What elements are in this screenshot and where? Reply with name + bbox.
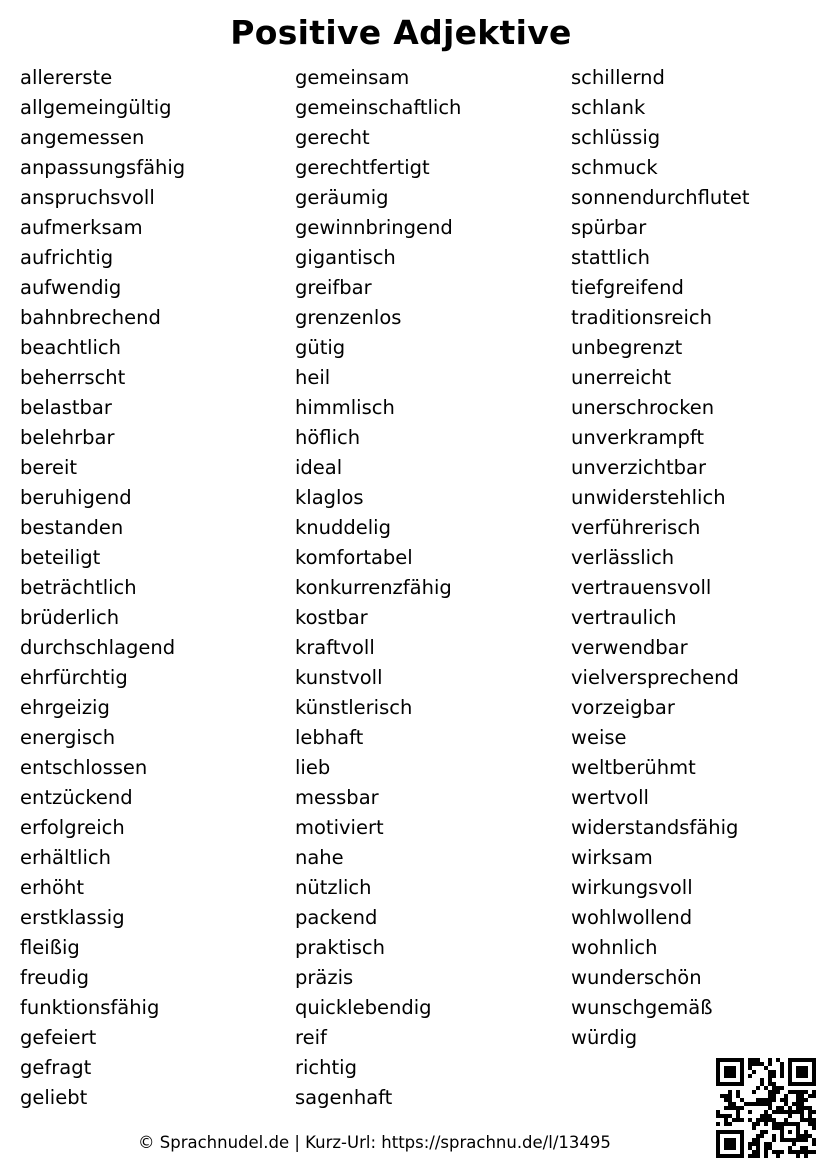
word-item: energisch (20, 726, 116, 749)
word-item: nahe (295, 846, 344, 869)
word-item: gefragt (20, 1056, 92, 1079)
word-item: ehrgeizig (20, 696, 110, 719)
word-item: bestanden (20, 516, 124, 539)
word-item: wunderschön (571, 966, 702, 989)
word-item: aufrichtig (20, 246, 114, 269)
word-item: freudig (20, 966, 89, 989)
word-item: aufmerksam (20, 216, 143, 239)
word-item: grenzenlos (295, 306, 402, 329)
word-item: bahnbrechend (20, 306, 161, 329)
word-item: erhöht (20, 876, 84, 899)
word-item: greifbar (295, 276, 372, 299)
word-item: höflich (295, 426, 361, 449)
word-item: vielversprechend (571, 666, 739, 689)
word-item: verlässlich (571, 546, 675, 569)
word-item: gefeiert (20, 1026, 97, 1049)
word-item: geliebt (20, 1086, 88, 1109)
word-item: bereit (20, 456, 78, 479)
word-item: praktisch (295, 936, 385, 959)
word-item: schmuck (571, 156, 658, 179)
word-item: allererste (20, 66, 113, 89)
word-item: fleißig (20, 936, 80, 959)
word-item: motiviert (295, 816, 384, 839)
word-item: gemeinsam (295, 66, 410, 89)
word-item: verführerisch (571, 516, 701, 539)
word-item: gewinnbringend (295, 216, 453, 239)
word-item: komfortabel (295, 546, 413, 569)
word-column-2 (295, 63, 461, 1113)
word-item: heil (295, 366, 331, 389)
word-item: erhältlich (20, 846, 111, 869)
word-item: klaglos (295, 486, 364, 509)
word-item: widerstandsfähig (571, 816, 739, 839)
word-item: wirkungsvoll (571, 876, 693, 899)
word-item: unerreicht (571, 366, 672, 389)
word-item: wohlwollend (571, 906, 693, 929)
word-item: belehrbar (20, 426, 115, 449)
word-item: beteiligt (20, 546, 101, 569)
word-item: präzis (295, 966, 354, 989)
word-item: richtig (295, 1056, 357, 1079)
word-item: nützlich (295, 876, 372, 899)
word-item: brüderlich (20, 606, 120, 629)
word-item: beruhigend (20, 486, 132, 509)
word-item: durchschlagend (20, 636, 176, 659)
word-item: entzückend (20, 786, 133, 809)
word-item: allgemeingültig (20, 96, 172, 119)
word-item: konkurrenzfähig (295, 576, 452, 599)
word-item: lieb (295, 756, 331, 779)
word-item: ideal (295, 456, 343, 479)
word-item: unerschrocken (571, 396, 715, 419)
word-item: würdig (571, 1026, 638, 1049)
word-column-1 (20, 63, 185, 1113)
word-item: gerecht (295, 126, 370, 149)
word-item: wunschgemäß (571, 996, 713, 1019)
word-item: kraftvoll (295, 636, 375, 659)
word-item: künstlerisch (295, 696, 413, 719)
word-item: wirksam (571, 846, 653, 869)
word-item: wertvoll (571, 786, 649, 809)
word-item: stattlich (571, 246, 650, 269)
word-item: schlüssig (571, 126, 661, 149)
word-item: gerechtfertigt (295, 156, 430, 179)
word-item: himmlisch (295, 396, 395, 419)
word-item: quicklebendig (295, 996, 432, 1019)
word-item: anpassungsfähig (20, 156, 186, 179)
word-item: kostbar (295, 606, 368, 629)
word-item: erstklassig (20, 906, 125, 929)
word-item: gigantisch (295, 246, 396, 269)
word-item: gütig (295, 336, 346, 359)
word-item: reif (295, 1026, 327, 1049)
word-item: geräumig (295, 186, 389, 209)
word-item: unverzichtbar (571, 456, 706, 479)
word-column-3 (571, 63, 750, 1053)
word-item: aufwendig (20, 276, 122, 299)
word-item: spürbar (571, 216, 647, 239)
word-item: verwendbar (571, 636, 688, 659)
word-item: belastbar (20, 396, 112, 419)
word-item: vorzeigbar (571, 696, 675, 719)
word-item: packend (295, 906, 378, 929)
word-item: erfolgreich (20, 816, 125, 839)
word-item: unwiderstehlich (571, 486, 726, 509)
word-item: tiefgreifend (571, 276, 684, 299)
word-item: beherrscht (20, 366, 126, 389)
word-item: anspruchsvoll (20, 186, 155, 209)
word-item: ehrfürchtig (20, 666, 128, 689)
word-item: beachtlich (20, 336, 121, 359)
word-item: schillernd (571, 66, 665, 89)
word-item: beträchtlich (20, 576, 137, 599)
word-item: messbar (295, 786, 379, 809)
word-item: kunstvoll (295, 666, 383, 689)
word-item: lebhaft (295, 726, 364, 749)
word-item: funktionsfähig (20, 996, 160, 1019)
word-item: traditionsreich (571, 306, 713, 329)
qr-code-icon (716, 1058, 816, 1158)
word-item: knuddelig (295, 516, 391, 539)
word-item: sagenhaft (295, 1086, 393, 1109)
word-item: sonnendurchflutet (571, 186, 750, 209)
word-item: weltberühmt (571, 756, 696, 779)
word-item: vertrauensvoll (571, 576, 712, 599)
word-item: schlank (571, 96, 646, 119)
word-item: entschlossen (20, 756, 148, 779)
footer-copyright: © Sprachnudel.de | Kurz-Url: https://sprachnu.de/l/13495 (138, 1133, 611, 1152)
word-item: angemessen (20, 126, 145, 149)
page-title: Positive Adjektive (230, 13, 572, 52)
word-item: gemeinschaftlich (295, 96, 462, 119)
word-item: weise (571, 726, 627, 749)
word-item: vertraulich (571, 606, 677, 629)
word-item: unbegrenzt (571, 336, 683, 359)
word-item: wohnlich (571, 936, 658, 959)
word-item: unverkrampft (571, 426, 705, 449)
